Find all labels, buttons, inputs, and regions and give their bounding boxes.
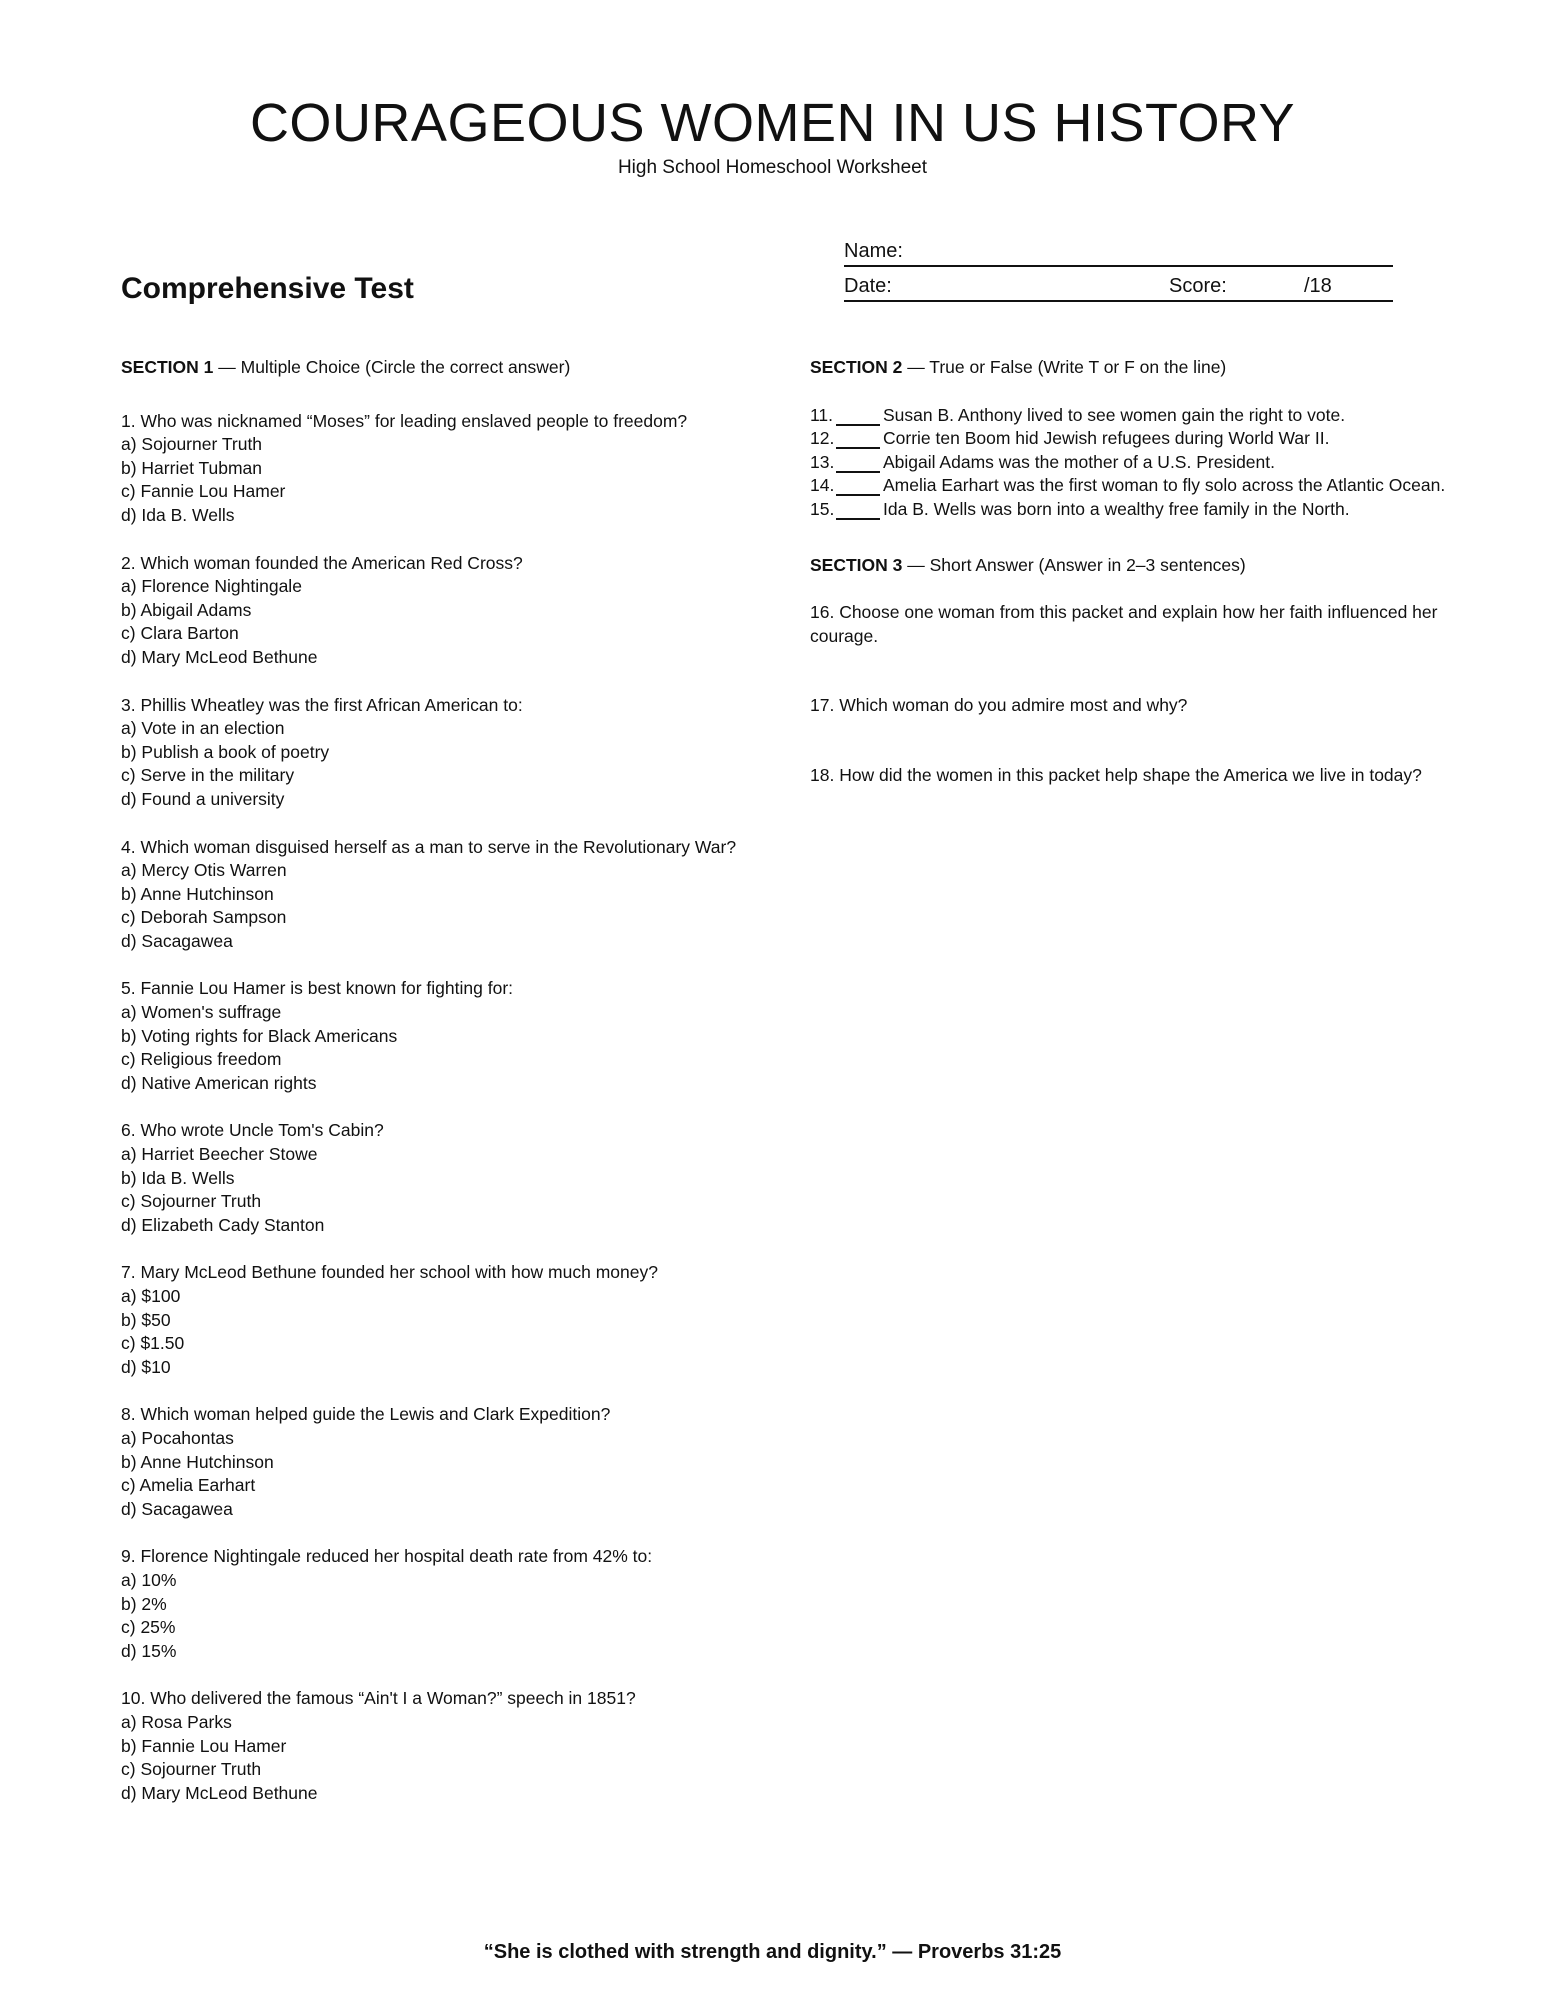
- mc-question: [121, 410, 781, 528]
- mc-option[interactable]: b) Anne Hutchinson: [121, 1451, 274, 1472]
- mc-question-text: 10. Who delivered the famous “Ain't I a Woman?” speech in 1851?: [121, 1688, 636, 1709]
- mc-question: [121, 977, 781, 1095]
- tf-item: [810, 498, 1510, 522]
- sections-2-3-column: [810, 356, 1510, 788]
- mc-option[interactable]: a) 10%: [121, 1569, 177, 1590]
- mc-option[interactable]: c) Sojourner Truth: [121, 1759, 262, 1780]
- tf-statement: Susan B. Anthony lived to see women gain the right to vote.: [883, 404, 1346, 425]
- section-3-label: SECTION 3: [810, 554, 903, 575]
- score-label: Score:: [1169, 275, 1227, 297]
- tf-statement: Abigail Adams was the mother of a U.S. President.: [883, 451, 1275, 472]
- mc-option[interactable]: a) Vote in an election: [121, 718, 285, 739]
- mc-option[interactable]: c) $1.50: [121, 1333, 185, 1354]
- mc-option[interactable]: c) Religious freedom: [121, 1049, 282, 1070]
- short-answer-list: [810, 601, 1510, 787]
- section-2-instructions: — True or False (Write T or F on the line): [902, 357, 1227, 377]
- mc-option[interactable]: d) Ida B. Wells: [121, 504, 235, 525]
- mc-option[interactable]: b) Harriet Tubman: [121, 457, 263, 478]
- name-line[interactable]: [844, 232, 1393, 267]
- mc-option[interactable]: a) Mercy Otis Warren: [121, 860, 287, 881]
- mc-option[interactable]: b) $50: [121, 1309, 171, 1330]
- mc-question-text: 7. Mary McLeod Bethune founded her school with how much money?: [121, 1262, 658, 1283]
- footer-quote: “She is clothed with strength and dignity.” — Proverbs 31:25: [483, 1941, 1062, 1963]
- mc-option[interactable]: d) Native American rights: [121, 1072, 317, 1093]
- mc-option[interactable]: d) 15%: [121, 1640, 177, 1661]
- short-answer-question: 16. Choose one woman from this packet and explain how her faith influenced her courage.: [810, 602, 1438, 646]
- mc-question: [121, 1687, 781, 1805]
- mc-option[interactable]: d) $10: [121, 1356, 171, 1377]
- worksheet-subtitle: High School Homeschool Worksheet: [617, 157, 928, 178]
- score-total: /18: [1304, 275, 1332, 297]
- mc-option[interactable]: d) Mary McLeod Bethune: [121, 646, 318, 667]
- mc-question: [121, 694, 781, 812]
- section-1-label: SECTION 1: [121, 357, 214, 377]
- mc-option[interactable]: d) Sacagawea: [121, 930, 233, 951]
- mc-option[interactable]: a) Sojourner Truth: [121, 434, 263, 455]
- mc-option[interactable]: b) Ida B. Wells: [121, 1167, 235, 1188]
- tf-statement: Amelia Earhart was the first woman to fly solo across the Atlantic Ocean.: [883, 475, 1446, 496]
- mc-question: [121, 1119, 781, 1237]
- mc-option[interactable]: b) Fannie Lou Hamer: [121, 1735, 287, 1756]
- mc-option[interactable]: a) $100: [121, 1286, 181, 1306]
- tf-item: [810, 474, 1510, 498]
- section-2-heading: [810, 356, 1510, 380]
- name-label: Name:: [844, 240, 903, 262]
- mc-option[interactable]: a) Women's suffrage: [121, 1002, 282, 1023]
- tf-number: 14.: [810, 475, 835, 496]
- tf-number: 15.: [810, 498, 835, 519]
- student-info-box: [844, 232, 1393, 302]
- tf-number: 13.: [810, 451, 835, 472]
- mc-option[interactable]: d) Found a university: [121, 788, 285, 809]
- section-1-column: [121, 356, 781, 1805]
- mc-option[interactable]: b) Publish a book of poetry: [121, 741, 330, 762]
- section-2-label: SECTION 2: [810, 357, 903, 377]
- mc-option[interactable]: c) Sojourner Truth: [121, 1191, 262, 1212]
- mc-question-text: 2. Which woman founded the American Red Cross?: [121, 552, 523, 573]
- mc-question-text: 4. Which woman disguised herself as a man to serve in the Revolutionary War?: [121, 836, 737, 857]
- mc-question-text: 1. Who was nicknamed “Moses” for leading enslaved people to freedom?: [121, 410, 688, 431]
- test-heading: Comprehensive Test: [121, 272, 414, 305]
- date-score-line[interactable]: [844, 267, 1393, 302]
- mc-option[interactable]: b) Anne Hutchinson: [121, 883, 274, 904]
- tf-answer-blank[interactable]: [836, 447, 880, 449]
- worksheet-title: COURAGEOUS WOMEN IN US HISTORY: [249, 93, 1296, 153]
- true-false-list: [810, 404, 1510, 522]
- mc-option[interactable]: c) Clara Barton: [121, 623, 239, 644]
- mc-option[interactable]: a) Pocahontas: [121, 1427, 234, 1448]
- mc-option[interactable]: a) Florence Nightingale: [121, 576, 302, 597]
- mc-option[interactable]: b) Abigail Adams: [121, 599, 252, 620]
- mc-question: [121, 836, 781, 954]
- mc-question: [121, 1403, 781, 1521]
- mc-option[interactable]: c) 25%: [121, 1617, 176, 1638]
- mc-question: [121, 1261, 781, 1379]
- tf-number: 11.: [810, 404, 834, 425]
- mc-option[interactable]: d) Elizabeth Cady Stanton: [121, 1214, 325, 1235]
- tf-answer-blank[interactable]: [836, 471, 880, 473]
- mc-question-text: 6. Who wrote Uncle Tom's Cabin?: [121, 1120, 384, 1141]
- tf-number: 12.: [810, 428, 835, 449]
- short-answer-question: 17. Which woman do you admire most and why?: [810, 695, 1188, 716]
- mc-question-text: 3. Phillis Wheatley was the first African American to:: [121, 694, 523, 715]
- mc-question-text: 9. Florence Nightingale reduced her hospital death rate from 42% to:: [121, 1546, 653, 1567]
- tf-statement: Corrie ten Boom hid Jewish refugees during World War II.: [883, 428, 1330, 449]
- date-label: Date:: [844, 275, 892, 297]
- mc-question-text: 8. Which woman helped guide the Lewis and Clark Expedition?: [121, 1404, 611, 1425]
- tf-statement: Ida B. Wells was born into a wealthy free family in the North.: [883, 498, 1350, 519]
- mc-option[interactable]: b) 2%: [121, 1593, 167, 1614]
- tf-item: [810, 427, 1510, 451]
- mc-question-text: 5. Fannie Lou Hamer is best known for fighting for:: [121, 978, 514, 999]
- mc-option[interactable]: a) Harriet Beecher Stowe: [121, 1144, 318, 1165]
- section-3-heading: [810, 554, 1510, 578]
- mc-question: [121, 552, 781, 670]
- mc-option[interactable]: c) Deborah Sampson: [121, 907, 287, 928]
- mc-option[interactable]: b) Voting rights for Black Americans: [121, 1025, 398, 1046]
- tf-answer-blank[interactable]: [836, 518, 880, 520]
- tf-item: [810, 451, 1510, 475]
- section-1-heading: [121, 356, 781, 380]
- tf-item: [810, 404, 1510, 428]
- short-answer-question: 18. How did the women in this packet help shape the America we live in today?: [810, 764, 1422, 785]
- mc-option[interactable]: c) Amelia Earhart: [121, 1475, 256, 1496]
- tf-answer-blank[interactable]: [836, 424, 880, 426]
- mc-option[interactable]: a) Rosa Parks: [121, 1711, 232, 1732]
- multiple-choice-list: [121, 410, 781, 1806]
- tf-answer-blank[interactable]: [836, 494, 880, 496]
- mc-option[interactable]: c) Serve in the military: [121, 765, 295, 786]
- section-1-instructions: — Multiple Choice (Circle the correct answer): [213, 357, 571, 377]
- mc-question: [121, 1545, 781, 1663]
- mc-option[interactable]: d) Sacagawea: [121, 1498, 233, 1519]
- section-3-instructions: — Short Answer (Answer in 2–3 sentences): [902, 554, 1246, 575]
- mc-option[interactable]: d) Mary McLeod Bethune: [121, 1782, 318, 1803]
- mc-option[interactable]: c) Fannie Lou Hamer: [121, 481, 286, 502]
